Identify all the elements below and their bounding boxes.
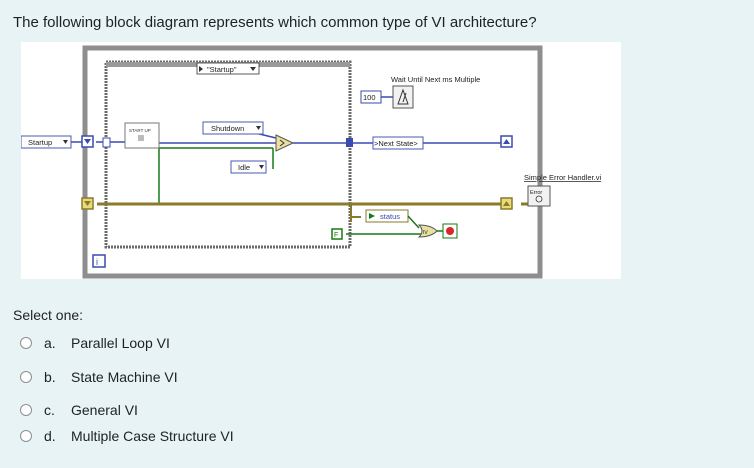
idle-label: Idle (238, 163, 251, 172)
boolean-wire (159, 148, 273, 204)
case-selector-label: "Startup" (207, 65, 237, 74)
wait-value: 100 (363, 93, 376, 102)
wait-constant[interactable] (361, 91, 381, 103)
option-d-label[interactable]: Multiple Case Structure VI (71, 428, 234, 444)
radio-button-d[interactable] (20, 430, 32, 442)
radio-button-a[interactable] (20, 337, 32, 349)
startup-enum-constant[interactable] (21, 136, 71, 148)
start-up-label: START UP (129, 128, 151, 133)
question-text: The following block diagram represents which common type of VI architecture? (13, 14, 537, 31)
svg-text:F: F (334, 232, 339, 239)
stop-label: IV (423, 230, 428, 236)
loop-index-label: i (96, 257, 98, 267)
option-b-label[interactable]: State Machine VI (71, 369, 178, 385)
option-a-label[interactable]: Parallel Loop VI (71, 335, 170, 351)
option-b-letter: b. (44, 369, 56, 385)
select-one-prompt: Select one: (13, 307, 84, 323)
or-gate (419, 225, 437, 237)
next-state-constant (373, 137, 423, 149)
next-state-label: >Next State> (374, 139, 418, 148)
startup-label: Startup (28, 138, 53, 147)
metronome-icon (393, 86, 413, 108)
error-handler-label: Simple Error Handler.vi (524, 173, 602, 182)
radio-button-b[interactable] (20, 371, 32, 383)
boolean-terminal (332, 229, 342, 239)
status-unbundle (366, 210, 408, 222)
shutdown-enum-constant[interactable] (203, 122, 263, 134)
error-handler-icon[interactable] (528, 186, 550, 206)
error-wire (97, 204, 535, 222)
select-node (276, 135, 293, 151)
option-a[interactable] (20, 332, 170, 354)
radio-button-c[interactable] (20, 404, 32, 416)
start-up-subvi[interactable] (125, 123, 159, 148)
option-b[interactable] (20, 366, 178, 388)
status-label: status (380, 212, 401, 221)
stop-terminal[interactable] (443, 224, 457, 238)
block-diagram-image (21, 42, 621, 279)
option-a-letter: a. (44, 335, 56, 351)
case-selector[interactable] (197, 63, 259, 74)
wait-label: Wait Until Next ms Multiple (391, 75, 481, 84)
option-d[interactable] (20, 425, 234, 447)
idle-enum-constant[interactable] (231, 161, 266, 173)
option-c-letter: c. (44, 402, 55, 418)
shift-register-right (501, 136, 512, 209)
loop-iteration-terminal (93, 255, 105, 267)
option-c[interactable] (20, 399, 138, 421)
case-structure-frame (106, 62, 350, 247)
error-handler-icon-text: Error (530, 190, 543, 196)
option-d-letter: d. (44, 428, 56, 444)
shutdown-label: Shutdown (211, 124, 245, 133)
option-c-label[interactable]: General VI (71, 402, 138, 418)
